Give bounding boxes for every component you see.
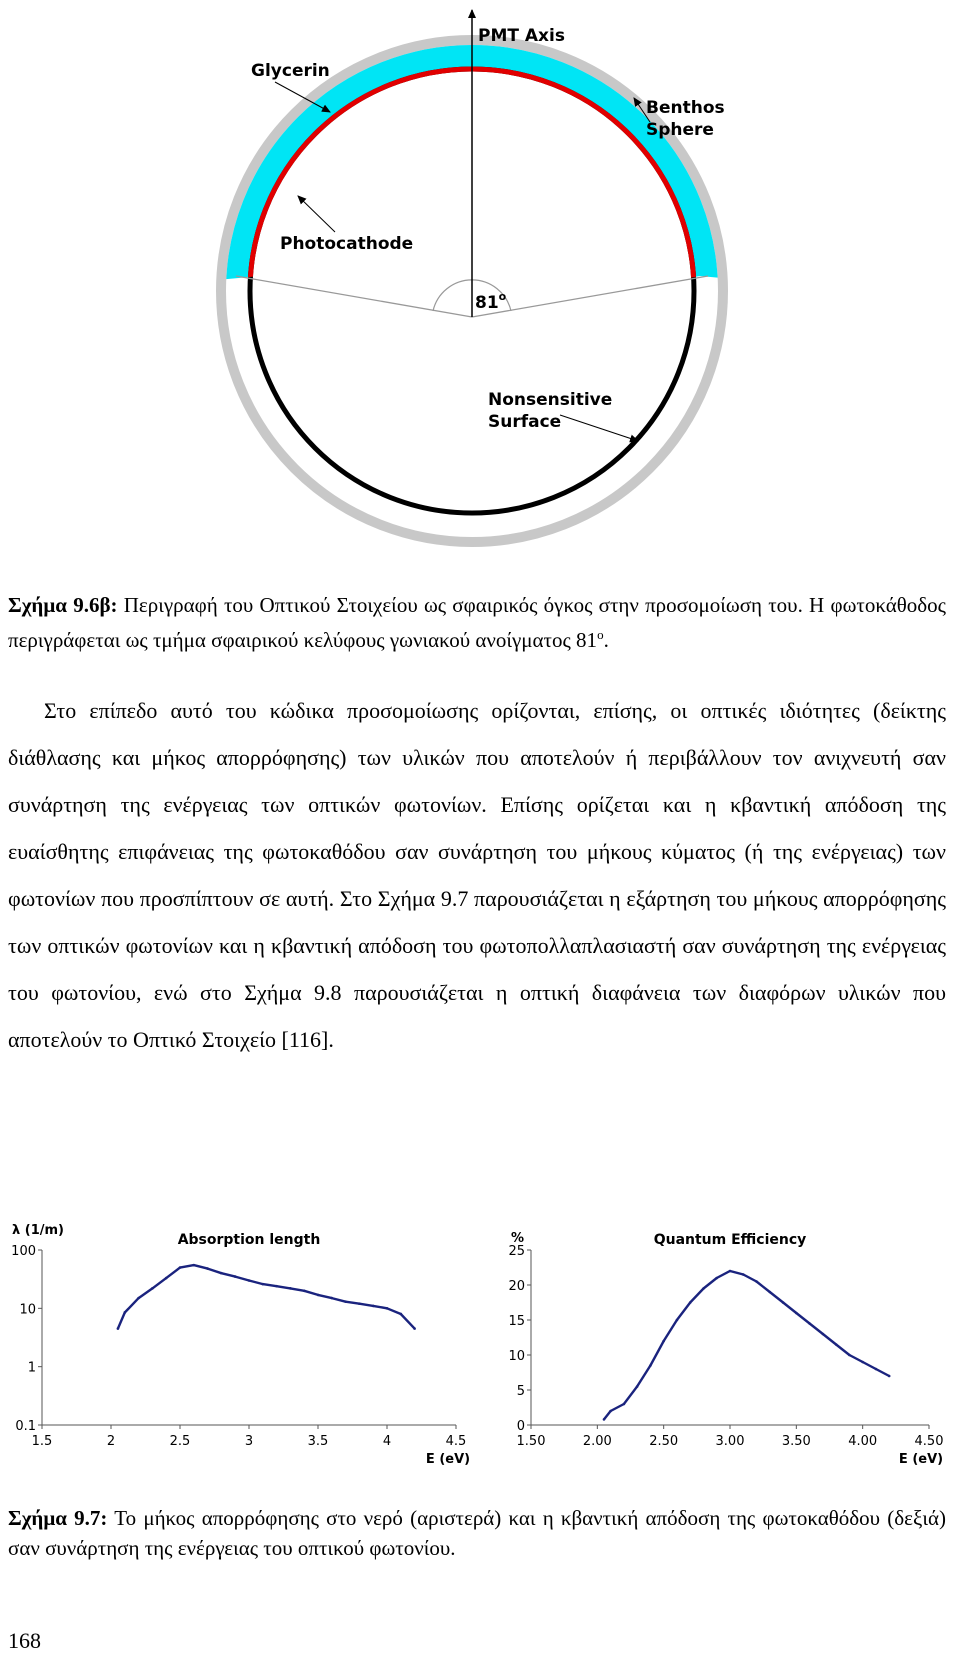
data-point <box>715 1277 718 1280</box>
pmt-axis-label: PMT Axis <box>478 26 565 46</box>
data-point <box>206 1267 209 1270</box>
data-point <box>676 1319 679 1322</box>
x-axis-label: E (eV) <box>898 1452 944 1467</box>
y-tick-label: 0.1 <box>15 1419 36 1434</box>
chart-title: Absorption length <box>177 1232 321 1248</box>
x-tick-label: 2 <box>106 1434 116 1449</box>
data-point <box>193 1264 196 1267</box>
nonsensitive-label-line2: Surface <box>488 412 562 432</box>
data-point <box>303 1289 306 1292</box>
x-tick-label: 2.00 <box>582 1434 612 1449</box>
y-tick-label: 20 <box>508 1279 525 1294</box>
x-tick-label: 4.00 <box>848 1434 878 1449</box>
data-point <box>702 1287 705 1290</box>
angle-line-left <box>236 276 472 317</box>
y-tick-label: 10 <box>19 1302 36 1318</box>
optical-module-diagram <box>0 0 960 580</box>
angle-line-right <box>472 276 708 317</box>
x-tick-label: 3.5 <box>307 1434 329 1449</box>
x-tick-label: 3.50 <box>781 1434 811 1449</box>
data-point <box>165 1277 168 1280</box>
data-point <box>848 1354 851 1357</box>
glycerin-label: Glycerin <box>251 61 330 81</box>
benthos-label-line2: Sphere <box>646 120 714 140</box>
photocathode-leader <box>298 196 335 232</box>
data-point <box>275 1285 278 1288</box>
body-paragraph <box>8 687 946 1063</box>
y-tick-label: 10 <box>508 1349 525 1364</box>
benthos-label-line1: Benthos <box>646 98 725 118</box>
data-point <box>769 1291 772 1294</box>
caption-sup: ο <box>597 627 604 642</box>
x-tick-label: 4.5 <box>445 1434 467 1449</box>
data-point <box>400 1313 403 1316</box>
data-point <box>603 1418 606 1421</box>
data-point <box>875 1368 878 1371</box>
data-point <box>220 1272 223 1275</box>
data-point <box>609 1410 612 1413</box>
y-tick-label: 5 <box>516 1384 525 1399</box>
data-point <box>795 1312 798 1315</box>
data-point <box>808 1322 811 1325</box>
data-point <box>137 1297 140 1300</box>
data-point <box>755 1280 758 1283</box>
caption-label: Σχήμα 9.6β: <box>8 593 118 617</box>
x-tick-label: 4 <box>382 1434 392 1449</box>
plot-area <box>531 1250 929 1425</box>
y-tick-label: 0 <box>516 1419 525 1434</box>
data-point <box>234 1275 237 1278</box>
y-tick-label: 1 <box>27 1360 36 1376</box>
x-tick-label: 2.50 <box>649 1434 679 1449</box>
y-axis-label: % <box>511 1231 525 1246</box>
data-point <box>782 1301 785 1304</box>
chart-title: Quantum Efficiency <box>653 1232 807 1248</box>
caption-text: Περιγραφή του Οπτικού Στοιχείου ως σφαιρικός όγκος στην προσομοίωση του. Η φωτοκάθοδος περιγράφεται ως τμήμα σφαιρικού κελύφους γωνιακού ανοίγματος 81 <box>8 593 946 652</box>
plot-area <box>42 1250 456 1425</box>
quantum-efficiency-chart <box>475 1210 960 1480</box>
data-point <box>262 1283 265 1286</box>
angle-label: 81$^o$ <box>475 290 507 313</box>
figure-9-6b-caption <box>8 590 946 655</box>
x-axis-label: E (eV) <box>425 1452 471 1467</box>
page-number: 168 <box>8 1628 41 1653</box>
data-point <box>623 1403 626 1406</box>
data-point <box>636 1385 639 1388</box>
data-point <box>289 1287 292 1290</box>
data-point <box>248 1279 251 1282</box>
nonsensitive-leader <box>560 415 638 441</box>
y-tick-label: 25 <box>508 1244 525 1259</box>
data-point <box>331 1297 334 1300</box>
x-tick-label: 1.5 <box>31 1434 53 1449</box>
data-point <box>742 1273 745 1276</box>
y-tick-label: 100 <box>11 1244 36 1259</box>
x-tick-label: 3 <box>244 1434 254 1449</box>
data-point <box>662 1340 665 1343</box>
caption2-label: Σχήμα 9.7: <box>8 1506 108 1530</box>
x-tick-label: 1.50 <box>516 1434 546 1449</box>
paragraph-text: Στο επίπεδο αυτό του κώδικα προσομοίωσης ορίζονται, επίσης, οι οπτικές ιδιότητες (δείκτης διάθλασης και μήκος απορρόφησης) των υλικών που αποτελούν ή περιβάλλουν τον ανιχνευτή σαν συνάρτηση της ενέργειας των οπτικών φωτονίων. Επίσης ορίζεται και η κβαντική απόδοση της ευαίσθητης επιφάνειας της φωτοκαθόδου σαν συνάρτηση του μήκους κύματος (ή της ενέργειας) των φωτονίων που προσπίπτουν σε αυτή. Στο Σχήμα 9.7 παρουσιάζεται η εξάρτηση του μήκους απορρόφησης των οπτικών φωτονίων και η κβαντική απόδοση του φωτοπολλαπλασιαστή σαν συνάρτηση της ενέργειας του φωτονίου, ενώ στο Σχήμα 9.8 παρουσιάζεται η οπτική διαφάνεια των διαφόρων υλικών που αποτελούν το Οπτικό Στοιχείο [116]. <box>8 698 946 1052</box>
data-point <box>344 1300 347 1303</box>
nonsensitive-label-line1: Nonsensitive <box>488 390 613 410</box>
data-point <box>317 1294 320 1297</box>
data-point <box>835 1343 838 1346</box>
figure-9-7-caption <box>8 1503 946 1563</box>
y-axis-label: λ (1/m) <box>12 1223 64 1238</box>
data-point <box>888 1375 891 1378</box>
absorption-length-chart <box>0 1210 475 1480</box>
data-point <box>117 1327 120 1330</box>
photocathode-label: Photocathode <box>280 234 414 254</box>
data-point <box>689 1301 692 1304</box>
caption2-text: Το μήκος απορρόφησης στο νερό (αριστερά) και η κβαντική απόδοση της φωτοκαθόδου (δεξιά) σαν συνάρτηση της ενέργειας του οπτικού φωτονίου. <box>8 1506 946 1560</box>
x-tick-label: 2.5 <box>169 1434 191 1449</box>
data-point <box>151 1287 154 1290</box>
caption-end: . <box>603 628 609 652</box>
data-point <box>413 1327 416 1330</box>
x-tick-label: 4.50 <box>914 1434 944 1449</box>
data-point <box>179 1266 182 1269</box>
data-point <box>729 1270 732 1273</box>
x-tick-label: 3.00 <box>715 1434 745 1449</box>
y-tick-label: 15 <box>508 1314 525 1329</box>
data-point <box>822 1333 825 1336</box>
data-point <box>861 1361 864 1364</box>
data-point <box>372 1305 375 1308</box>
data-point <box>649 1364 652 1367</box>
data-point <box>386 1307 389 1310</box>
data-point <box>124 1311 127 1314</box>
data-point <box>358 1302 361 1305</box>
